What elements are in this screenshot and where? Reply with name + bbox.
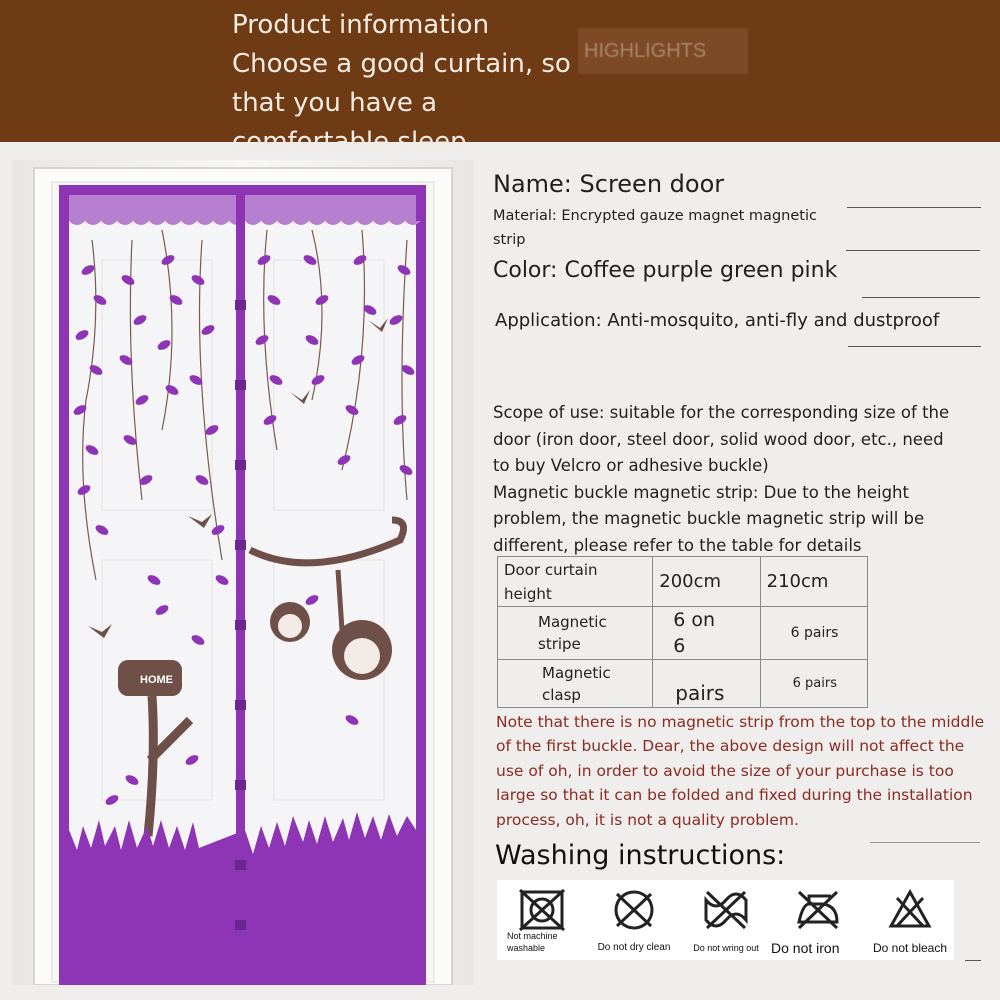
no-machine-wash-label <box>497 930 587 954</box>
divider <box>847 207 981 208</box>
table-row-stripe-label-line2: stripe <box>538 635 581 653</box>
table-header-210cm: 210cm <box>760 557 867 607</box>
header-banner <box>0 0 1000 157</box>
mailbox-label: HOME <box>140 674 173 686</box>
spec-material-line2: strip <box>493 232 526 248</box>
spec-buckle-line2: problem, the magnetic buckle magnetic strip will be <box>493 509 925 528</box>
no-wring-icon <box>701 886 751 934</box>
spec-name: Name: Screen door <box>493 170 725 198</box>
table-header-label-line2: height <box>504 584 552 603</box>
divider <box>862 297 980 298</box>
table-row-stripe-label-line1: Magnetic <box>538 613 607 631</box>
table-row <box>498 557 868 607</box>
table-row-clasp-label-line1: Magnetic <box>542 663 611 682</box>
table-row <box>498 607 868 660</box>
table-header-200cm: 200cm <box>653 557 760 607</box>
spec-application: Application: Anti-mosquito, anti-fly and dustproof <box>495 310 940 331</box>
divider <box>965 960 981 961</box>
no-machine-wash <box>497 880 587 960</box>
divider <box>846 250 980 251</box>
no-bleach-icon <box>885 886 935 934</box>
table-cell-stripe-200-line2: 6 <box>673 635 686 657</box>
no-bleach <box>865 880 955 960</box>
installation-note: Note that there is no magnetic strip from the top to the middle of the first buckle. Dear, the above design will not affect the use of oh, in order to avoid the size of your purchase is too large so that it can be folded and fixed during the installation process, oh, it is not a quality problem. <box>496 713 985 829</box>
no-dry-clean <box>589 880 679 960</box>
no-wring-label: Do not wring out <box>693 943 759 953</box>
spec-color: Color: Coffee purple green pink <box>493 258 838 283</box>
highlights-badge: HIGHLIGHTS <box>578 28 748 74</box>
spec-scope-line1: Scope of use: suitable for the corresponding size of the <box>493 403 950 422</box>
banner-title: Product information Choose a good curtain, so that you have a comfortable sleep <box>232 10 571 157</box>
spec-buckle-line1: Magnetic buckle magnetic strip: Due to the height <box>493 482 909 502</box>
spec-material-line1: Material: Encrypted gauze magnet magnetic <box>493 208 817 224</box>
spec-scope <box>493 400 949 559</box>
divider <box>848 346 981 347</box>
no-wring <box>681 880 771 960</box>
no-machine-wash-icon <box>517 886 567 934</box>
no-dry-clean-icon <box>609 886 659 934</box>
spec-scope-line2: door (iron door, steel door, solid wood door, etc., need <box>493 429 944 449</box>
no-machine-wash-label-line2: washable <box>507 943 546 953</box>
table-header-label-line1: Door curtain <box>504 560 598 579</box>
table-cell-clasp-200: pairs <box>653 660 760 708</box>
product-photo <box>12 160 474 985</box>
table-row <box>498 660 868 708</box>
no-machine-wash-label-line1: Not machine <box>507 931 558 941</box>
table-cell-stripe-200-line1: 6 on <box>673 609 716 631</box>
no-iron-icon <box>793 886 843 934</box>
table-row-stripe-label <box>498 607 653 660</box>
table-row-clasp-label-line2: clasp <box>542 685 581 704</box>
table-cell-clasp-210: 6 pairs <box>760 660 867 708</box>
no-bleach-label: Do not bleach <box>872 941 948 955</box>
washing-icons <box>497 880 954 960</box>
divider <box>870 842 980 843</box>
washing-title: Washing instructions: <box>495 840 786 871</box>
no-dry-clean-label: Do not dry clean <box>597 942 671 953</box>
table-cell-stripe-210: 6 pairs <box>760 607 867 660</box>
table-header-label <box>498 557 653 607</box>
spec-buckle-line3: different, please refer to the table for details <box>493 535 862 555</box>
table-row-clasp-label <box>498 660 653 708</box>
no-iron-label: Do not iron <box>771 940 840 956</box>
size-table <box>497 556 868 708</box>
no-iron <box>773 880 863 960</box>
spec-scope-line3: to buy Velcro or adhesive buckle) <box>493 456 769 475</box>
table-cell-stripe-200 <box>653 607 760 660</box>
